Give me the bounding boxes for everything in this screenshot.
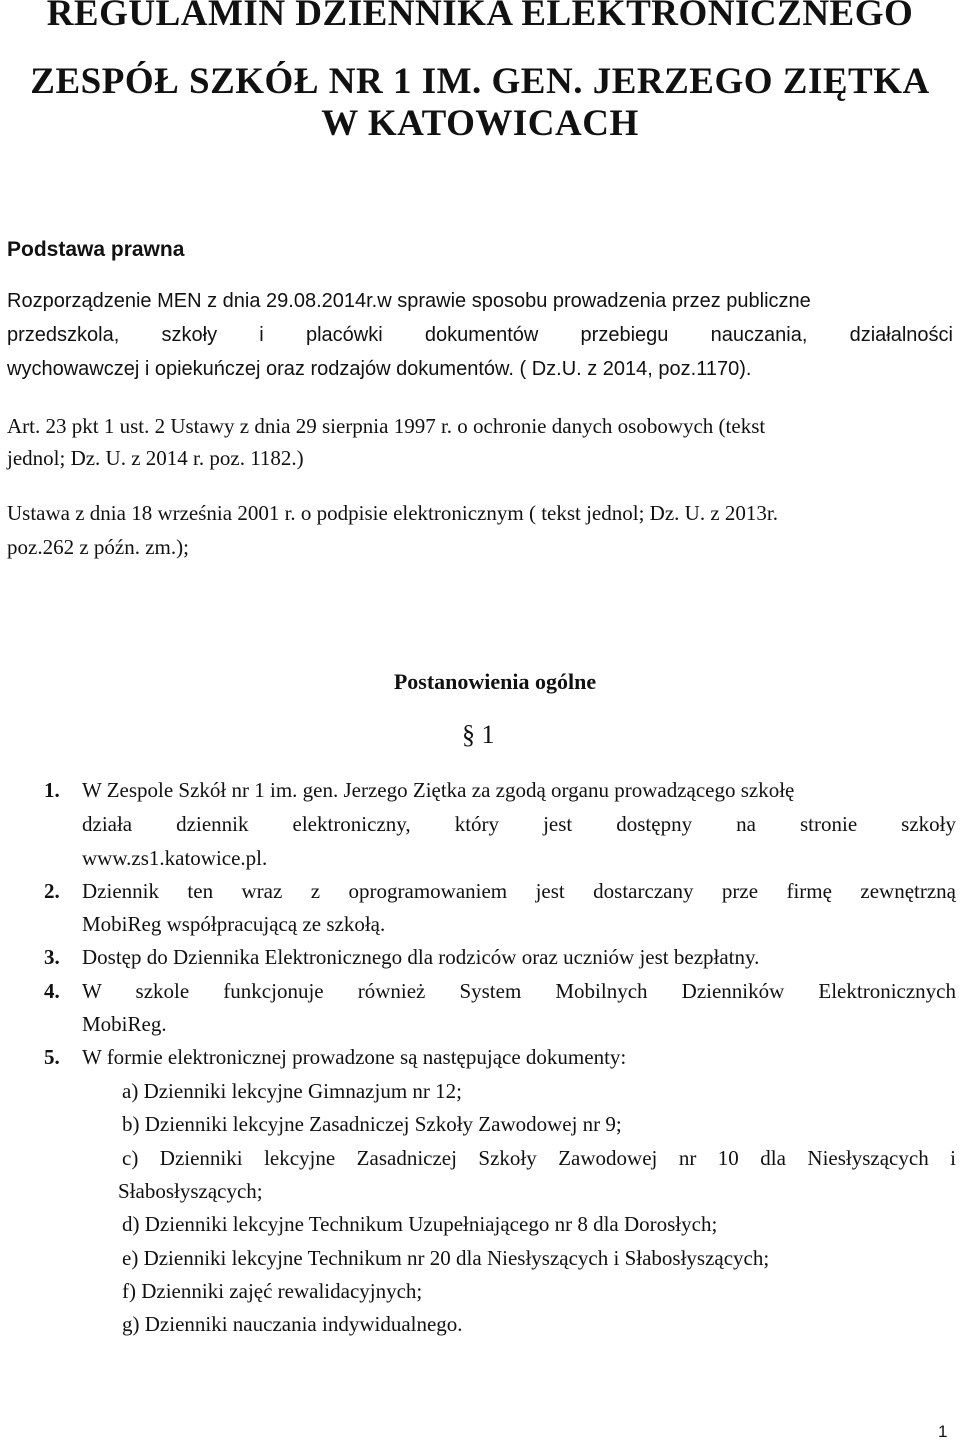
document-list-item-a: a) Dzienniki lekcyjne Gimnazjum nr 12;	[122, 1079, 462, 1103]
document-list-item-b: b) Dzienniki lekcyjne Zasadniczej Szkoły Zawodowej nr 9;	[122, 1112, 622, 1136]
document-list-item-f: f) Dzienniki zajęć rewalidacyjnych;	[122, 1279, 423, 1303]
item-2-line-2: MobiReg współpracującą ze szkołą.	[82, 912, 386, 936]
general-provisions-heading-text: Postanowienia ogólne	[393, 669, 597, 694]
legal-basis-p1-line-1: Rozporządzenie MEN z dnia 29.08.2014r.w sprawie sposobu prowadzenia przez publiczne	[7, 290, 811, 312]
item-number-3: 3.	[44, 945, 60, 969]
legal-basis-heading: Podstawa prawna	[7, 238, 185, 261]
item-1-line-1: W Zespole Szkół nr 1 im. gen. Jerzego Ziętka za zgodą organu prowadzącego szkołę	[82, 778, 795, 802]
legal-basis-p2-line-2: jednol; Dz. U. z 2014 r. poz. 1182.)	[7, 446, 304, 470]
section-symbol: § 1	[462, 720, 495, 749]
document-list-item-c-continued: Słabosłyszących;	[118, 1179, 263, 1203]
document-list-item-g: g) Dzienniki nauczania indywidualnego.	[122, 1312, 463, 1336]
item-3-line-1: Dostęp do Dziennika Elektronicznego dla rodziców oraz uczniów jest bezpłatny.	[82, 945, 760, 969]
page-number: 1	[938, 1422, 948, 1441]
legal-basis-p1-line-3: wychowawczej i opiekuńczej oraz rodzajów dokumentów. ( Dz.U. z 2014, poz.1170).	[7, 358, 752, 380]
item-number-4: 4.	[44, 979, 60, 1003]
document-title-line-2: ZESPÓŁ SZKÓŁ NR 1 IM. GEN. JERZEGO ZIĘTKA	[30, 61, 930, 102]
document-title-line-1: REGULAMIN DZIENNIKA ELEKTRONICZNEGO	[46, 0, 914, 34]
legal-basis-p1-line-2: przedszkola, szkoły i placówki dokumentów przebiegu nauczania, działalności	[7, 324, 953, 346]
item-1-line-3: www.zs1.katowice.pl.	[82, 846, 268, 870]
general-provisions-heading	[0, 669, 960, 695]
item-number-5: 5.	[44, 1045, 60, 1069]
item-4-line-1: W szkole funkcjonuje również System Mobilnych Dzienników Elektronicznych	[82, 979, 956, 1003]
legal-basis-p3-line-2: poz.262 z późn. zm.);	[7, 535, 189, 559]
document-list-item-c: c) Dzienniki lekcyjne Zasadniczej Szkoły Zawodowej nr 10 dla Niesłyszących i	[122, 1146, 956, 1170]
item-2-line-1: Dziennik ten wraz z oprogramowaniem jest dostarczany prze firmę zewnętrzną	[82, 879, 956, 903]
item-1-line-2: działa dziennik elektroniczny, który jest dostępny na stronie szkoły	[82, 812, 956, 836]
item-5-line-1: W formie elektronicznej prowadzone są następujące dokumenty:	[82, 1045, 627, 1069]
item-number-2: 2.	[44, 879, 60, 903]
legal-basis-p2-line-1: Art. 23 pkt 1 ust. 2 Ustawy z dnia 29 sierpnia 1997 r. o ochronie danych osobowych (tekst	[7, 414, 766, 438]
legal-basis-p3-line-1: Ustawa z dnia 18 września 2001 r. o podpisie elektronicznym ( tekst jednol; Dz. U. z 2013r.	[7, 501, 778, 525]
document-list-item-e: e) Dzienniki lekcyjne Technikum nr 20 dla Niesłyszących i Słabosłyszących;	[122, 1246, 770, 1270]
document-list-item-d: d) Dzienniki lekcyjne Technikum Uzupełniającego nr 8 dla Dorosłych;	[122, 1212, 718, 1236]
item-4-line-2: MobiReg.	[82, 1012, 167, 1036]
document-title-line-3: W KATOWICACH	[321, 103, 639, 144]
item-number-1: 1.	[44, 778, 60, 802]
